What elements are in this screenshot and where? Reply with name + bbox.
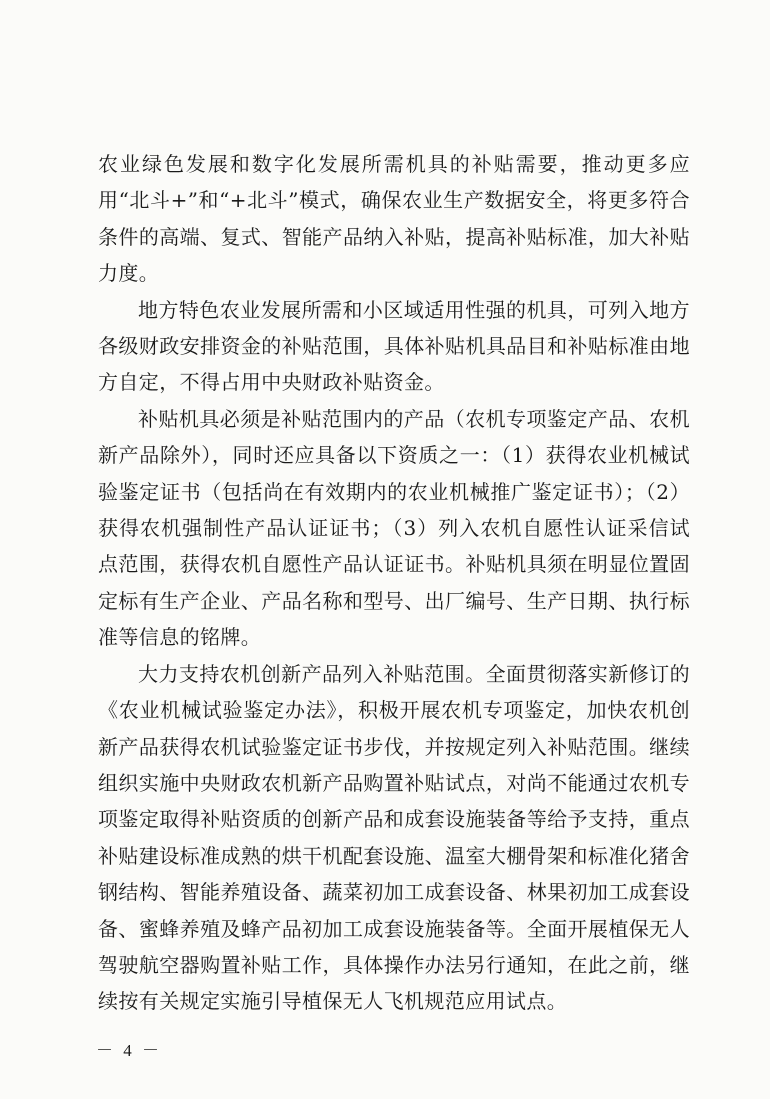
paragraph-local-subsidy: 地方特色农业发展所需和小区域适用性强的机具，可列入地方各级财政安排资金的补贴范围，具体补贴机具品目和补贴标准由地方自定，不得占用中央财政补贴资金。 [98, 297, 690, 395]
paragraph-continued: 农业绿色发展和数字化发展所需机具的补贴需要，推动更多应用“北斗+”和“+北斗”模式，确保农业生产数据安全，将更多符合条件的高端、复式、智能产品纳入补贴，提高补贴标准，加大补贴力度。 [98, 152, 690, 286]
document-body [98, 146, 690, 1020]
paragraph-innovation: 大力支持农机创新产品列入补贴范围。全面贯彻落实新修订的《农业机械试验鉴定办法》，积极开展农机专项鉴定，加快农机创新产品获得农机试验鉴定证书步伐，并按规定列入补贴范围。继续组织实施中央财政农机新产品购置补贴试点，对尚不能通过农机专项鉴定取得补贴资质的创新产品和成套设施装备等给予支持，重点补贴建设标准成熟的烘干机配套设施、温室大棚骨架和标准化猪舍钢结构、智能养殖设备、蔬菜初加工成套设备、林果初加工成套设备、蜜蜂养殖及蜂产品初加工成套设施装备等。全面开展植保无人驾驶航空器购置补贴工作，具体操作办法另行通知，在此之前，继续按有关规定实施引导植保无人飞机规范应用试点。 [98, 661, 690, 1014]
page-number: － 4 － [96, 1041, 162, 1060]
paragraph-qualification: 补贴机具必须是补贴范围内的产品（农机专项鉴定产品、农机新产品除外），同时还应具备以下资质之一：（1）获得农业机械试验鉴定证书（包括尚在有效期内的农业机械推广鉴定证书）；（2）获得农机强制性产品认证证书；（3）列入农机自愿性认证采信试点范围，获得农机自愿性产品认证证书。补贴机具须在明显位置固定标有生产企业、产品名称和型号、出厂编号、生产日期、执行标准等信息的铭牌。 [98, 406, 690, 650]
